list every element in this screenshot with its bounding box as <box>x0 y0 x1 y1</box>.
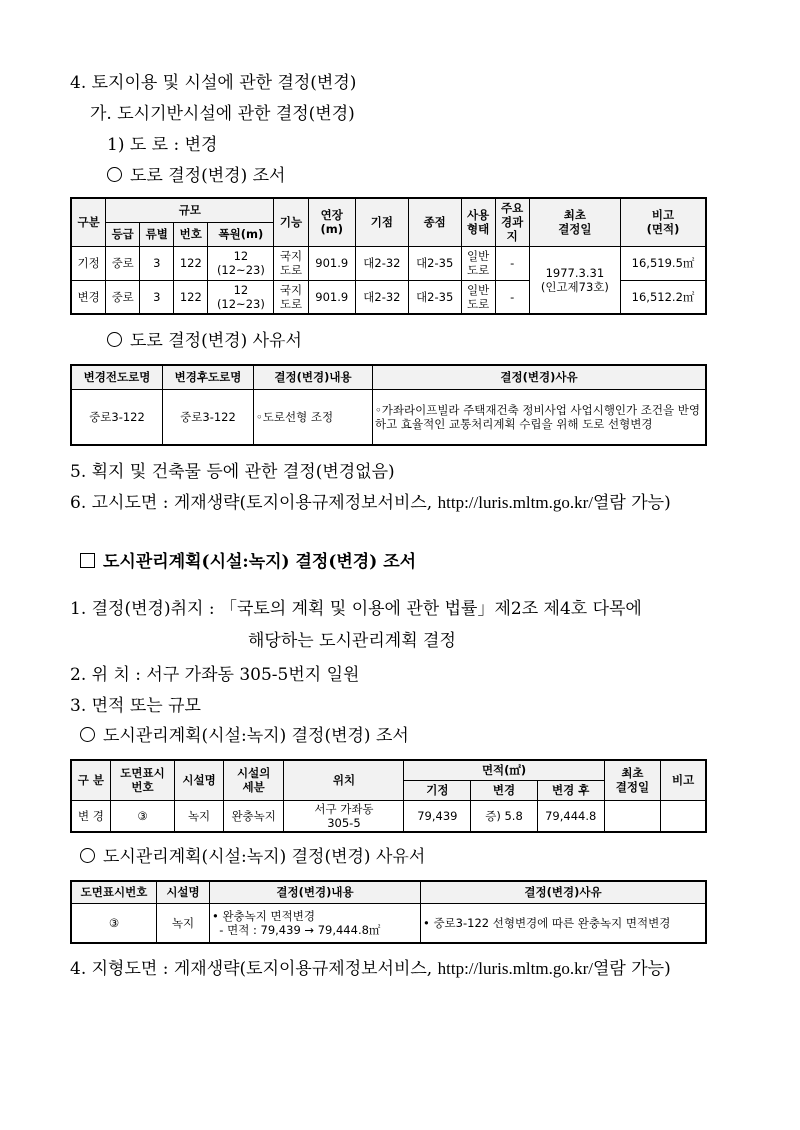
table-header: 변경후도로명 <box>163 365 254 389</box>
table-cell: 3 <box>140 246 174 280</box>
table-cell: ③ <box>110 800 174 832</box>
green-reason-table <box>70 880 707 944</box>
table-header: 기정 <box>404 780 471 800</box>
table-cell: 중로3-122 <box>71 389 163 445</box>
table-cell: 일반 도로 <box>461 246 495 280</box>
table-cell: 변 경 <box>71 800 110 832</box>
table-header: 도면표시 번호 <box>110 760 174 800</box>
table-row <box>71 903 706 943</box>
table-cell: 대2-35 <box>408 246 461 280</box>
table-header: 기점 <box>355 198 408 246</box>
table-cell: 79,439 <box>404 800 471 832</box>
table-cell <box>210 903 421 943</box>
table-cell: 녹지 <box>157 903 210 943</box>
circle-bullet-icon <box>107 332 122 347</box>
table-cell: 901.9 <box>308 280 355 314</box>
green-area-heading: 3. 면적 또는 규모 <box>70 696 201 716</box>
table-header: 비고 (면적) <box>621 198 706 246</box>
table-header: 변경전도로명 <box>71 365 163 389</box>
table-cell: • 중로3-122 선형변경에 따른 완충녹지 면적변경 <box>421 903 707 943</box>
table-cell: 중로 <box>106 246 140 280</box>
table-header: 시설의 세분 <box>223 760 284 800</box>
green-section-4-heading: 4. 지형도면 : 게재생략(토지이용규제정보서비스, http://luris.mltm.go.kr/열람 가능) <box>70 959 671 979</box>
table-cell: 증) 5.8 <box>471 800 538 832</box>
table-header: 구분 <box>71 198 106 246</box>
table-header: 사용 형태 <box>461 198 495 246</box>
table-header: 주요 경과 지 <box>495 198 529 246</box>
table-cell: 중로3-122 <box>163 389 254 445</box>
circle-bullet-icon <box>80 848 95 863</box>
table-header: 등급 <box>106 222 140 246</box>
table-header: 시설명 <box>175 760 224 800</box>
table-header: 도면표시번호 <box>71 881 157 903</box>
table-header: 최초 결정일 <box>604 760 661 800</box>
luris-link[interactable]: http://luris.mltm.go.kr/ <box>437 959 593 978</box>
table-cell: 3 <box>140 280 174 314</box>
table-cell: 기정 <box>71 246 106 280</box>
table-header: 위치 <box>284 760 404 800</box>
table-row <box>71 389 706 445</box>
table-header: 연장 (m) <box>308 198 355 246</box>
table-cell: 녹지 <box>175 800 224 832</box>
green-location: 2. 위 치 : 서구 가좌동 305-5번지 일원 <box>70 665 360 685</box>
circle-bullet-icon <box>80 727 95 742</box>
table-header: 변경 후 <box>537 780 604 800</box>
table-row <box>71 246 706 280</box>
table-header: 규모 <box>106 198 274 222</box>
table-header: 시설명 <box>157 881 210 903</box>
table-cell: 국지 도로 <box>274 246 308 280</box>
table-cell: ◦도로선형 조정 <box>254 389 373 445</box>
circle-bullet-icon <box>107 167 122 182</box>
table-cell: 122 <box>174 280 208 314</box>
table-header: 종점 <box>408 198 461 246</box>
table-header: 류별 <box>140 222 174 246</box>
table-cell: 중로 <box>106 280 140 314</box>
table-cell: 대2-32 <box>355 280 408 314</box>
table-cell: - <box>495 246 529 280</box>
luris-link[interactable]: http://luris.mltm.go.kr/ <box>437 493 593 512</box>
table-cell: 122 <box>174 246 208 280</box>
table-cell: 서구 가좌동 305-5 <box>284 800 404 832</box>
section-4-heading: 4. 토지이용 및 시설에 관한 결정(변경) <box>70 73 357 93</box>
table-cell: 대2-35 <box>408 280 461 314</box>
green-purpose-line1: 1. 결정(변경)취지 : 「국토의 계획 및 이용에 관한 법률」제2조 제4호 다목에 <box>70 599 642 619</box>
table-row <box>71 800 706 832</box>
table-header: 면적(㎡) <box>404 760 604 780</box>
content-line: - 면적 : 79,439 → 79,444.8㎡ <box>212 922 381 937</box>
green-decision-table <box>70 759 707 833</box>
table-cell: 1977.3.31 (인고제73호) <box>529 246 620 314</box>
content-line: • 완충녹지 면적변경 <box>212 908 315 923</box>
table-cell: 완충녹지 <box>223 800 284 832</box>
green-table-title: 도시관리계획(시설:녹지) 결정(변경) 조서 <box>80 725 409 747</box>
square-bullet-icon <box>80 553 95 568</box>
table-cell: 901.9 <box>308 246 355 280</box>
section-5-heading: 5. 획지 및 건축물 등에 관한 결정(변경없음) <box>70 462 395 482</box>
road-reason-title: 도로 결정(변경) 사유서 <box>107 330 302 352</box>
table-cell: ③ <box>71 903 157 943</box>
road-subheading: 1) 도 로 : 변경 <box>107 135 218 155</box>
section-4-ga-heading: 가. 도시기반시설에 관한 결정(변경) <box>90 104 355 124</box>
green-section-title: 도시관리계획(시설:녹지) 결정(변경) 조서 <box>80 551 416 573</box>
table-header: 결정(변경)사유 <box>373 365 707 389</box>
green-purpose-line2: 해당하는 도시관리계획 결정 <box>248 631 456 651</box>
table-cell: 변경 <box>71 280 106 314</box>
road-reason-table <box>70 364 707 446</box>
table-header: 폭원(m) <box>208 222 274 246</box>
road-decision-table <box>70 197 707 315</box>
table-header: 결정(변경)사유 <box>421 881 707 903</box>
table-cell: 16,512.2㎡ <box>621 280 706 314</box>
road-table-title: 도로 결정(변경) 조서 <box>107 165 285 187</box>
table-header: 비고 <box>661 760 706 800</box>
table-cell: 16,519.5㎡ <box>621 246 706 280</box>
table-cell: 12 (12~23) <box>208 280 274 314</box>
table-cell: 일반 도로 <box>461 280 495 314</box>
table-header: 최초 결정일 <box>529 198 620 246</box>
table-cell <box>661 800 706 832</box>
table-header: 구 분 <box>71 760 110 800</box>
table-cell: ◦가좌라이프빌라 주택재건축 정비사업 사업시행인가 조건을 반영하고 효율적인 교통처리계획 수립을 위해 도로 선형변경 <box>373 389 707 445</box>
table-cell: 12 (12~23) <box>208 246 274 280</box>
table-cell: 국지 도로 <box>274 280 308 314</box>
table-cell <box>604 800 661 832</box>
table-cell: 대2-32 <box>355 246 408 280</box>
green-reason-title: 도시관리계획(시설:녹지) 결정(변경) 사유서 <box>80 846 425 868</box>
table-header: 결정(변경)내용 <box>254 365 373 389</box>
table-cell: - <box>495 280 529 314</box>
table-cell: 79,444.8 <box>537 800 604 832</box>
table-header: 결정(변경)내용 <box>210 881 421 903</box>
table-header: 변경 <box>471 780 538 800</box>
section-6-heading: 6. 고시도면 : 게재생략(토지이용규제정보서비스, http://luris.mltm.go.kr/열람 가능) <box>70 493 671 513</box>
table-header: 번호 <box>174 222 208 246</box>
table-header: 기능 <box>274 198 308 246</box>
